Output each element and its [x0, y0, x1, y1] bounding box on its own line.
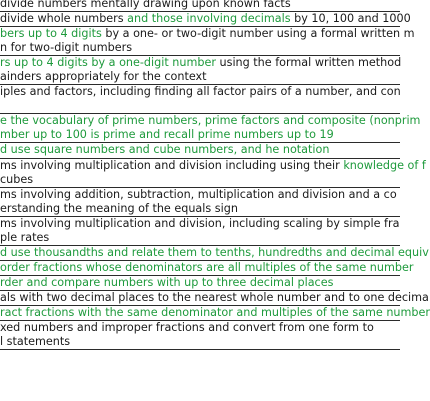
- highlighted-objective-text: d use square numbers and cube numbers, and he notation: [0, 143, 330, 157]
- objective-text: ms involving multiplication and division, including scaling by simple fra: [0, 216, 400, 230]
- objective-text: n for two-digit numbers: [0, 41, 133, 55]
- objective-line: [0, 173, 400, 187]
- highlighted-objective-text: ract fractions with the same denominator and multiples of the same number: [0, 305, 430, 319]
- objective-row: [0, 12, 411, 27]
- highlighted-objective-text: rs up to 4 digits by a one-digit number: [0, 56, 216, 70]
- objective-text: ms involving addition, subtraction, multiplication and division and a co: [0, 187, 397, 201]
- objective-row: [0, 290, 429, 306]
- objective-row: [0, 158, 426, 188]
- objective-row: [0, 245, 429, 261]
- objective-text: iples and factors, including finding all factor pairs of a number, and con: [0, 85, 401, 99]
- objective-text: xed numbers and improper fractions and convert from one form to: [0, 321, 374, 335]
- objective-row: [0, 114, 421, 143]
- highlighted-objective-text: mber up to 100 is prime and recall prime numbers up to 19: [0, 128, 334, 142]
- objective-line: [0, 335, 400, 349]
- objective-text: by a one- or two-digit number using a formal written m: [101, 27, 415, 41]
- objective-line: [0, 290, 429, 305]
- highlighted-objective-text: rder and compare numbers with up to three decimal places: [0, 275, 334, 289]
- objective-row: [0, 276, 400, 291]
- objective-line: [0, 41, 400, 55]
- objective-line: [0, 245, 429, 260]
- objective-line: [0, 321, 400, 335]
- highlighted-objective-text: e the vocabulary of prime numbers, prime factors and composite (nonprim: [0, 114, 421, 128]
- objective-row: [0, 143, 400, 158]
- objective-line: [0, 70, 400, 84]
- objective-text: ple rates: [0, 230, 50, 244]
- objective-row: [0, 305, 430, 321]
- objective-row: [0, 27, 415, 56]
- objective-line: [0, 85, 400, 99]
- objective-text: divide whole numbers: [0, 12, 128, 26]
- objective-text: erstanding the meaning of the equals sign: [0, 201, 238, 215]
- objective-row: [0, 188, 400, 217]
- highlighted-objective-text: bers up to 4 digits: [0, 27, 102, 41]
- objective-line: [0, 188, 400, 202]
- objective-line: [0, 128, 400, 142]
- objective-text: ainders appropriately for the context: [0, 70, 207, 84]
- highlighted-objective-text: d use thousandths and relate them to tenths, hundredths and decimal equiv: [0, 245, 429, 259]
- objective-row: [0, 260, 414, 276]
- objective-row: [0, 0, 400, 12]
- objective-line: [0, 231, 400, 245]
- objective-row: [0, 217, 400, 246]
- objective-text: by 10, 100 and 1000: [290, 12, 411, 26]
- objective-line: [0, 27, 415, 41]
- objective-text: using the formal written method: [215, 56, 402, 70]
- objective-line: [0, 260, 414, 275]
- objective-text: divide numbers mentally drawing upon known facts: [0, 0, 291, 10]
- highlighted-objective-text: order fractions whose denominators are all multiples of the same number: [0, 260, 414, 274]
- objective-line: [0, 114, 421, 128]
- objective-line: [0, 276, 400, 290]
- objective-line: [0, 305, 430, 320]
- highlighted-objective-text: and those involving decimals: [127, 12, 291, 26]
- objective-line: [0, 217, 400, 231]
- objective-line: [0, 56, 400, 70]
- objective-line: [0, 158, 426, 173]
- objective-line: [0, 0, 400, 11]
- objective-row: [0, 321, 400, 350]
- objective-line: [0, 12, 411, 26]
- objective-text: als with two decimal places to the nearest whole number and to one decima: [0, 290, 429, 304]
- objective-text: l statements: [0, 335, 71, 349]
- objective-row: [0, 85, 400, 114]
- objective-text: ms involving multiplication and division including using their: [0, 158, 344, 172]
- objective-line: [0, 99, 400, 113]
- objective-line: [0, 143, 400, 157]
- highlighted-objective-text: knowledge of f: [343, 158, 426, 172]
- objective-line: [0, 202, 400, 216]
- objective-row: [0, 56, 400, 85]
- objective-text: cubes: [0, 172, 34, 186]
